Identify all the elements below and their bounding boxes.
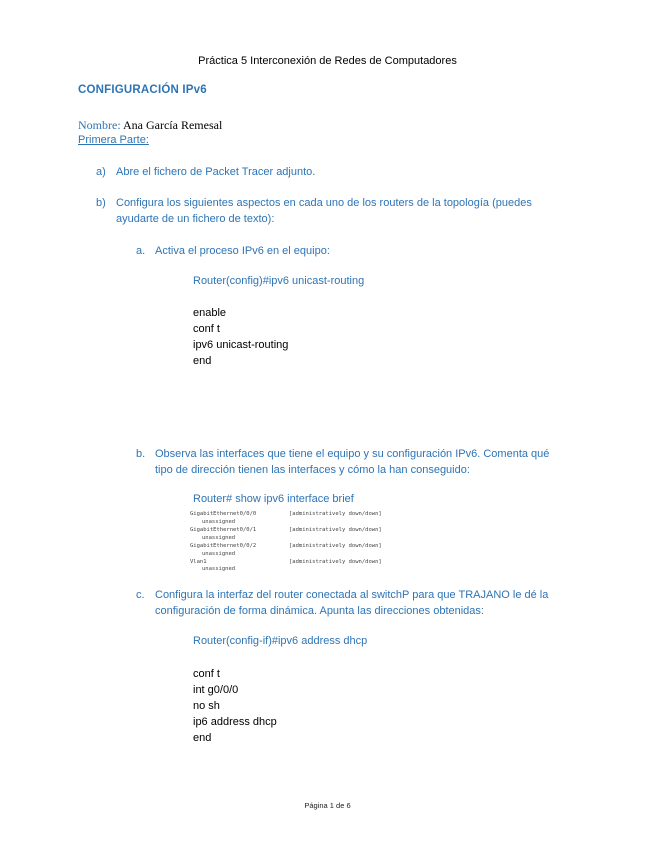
list-item-text-line2: ayudarte de un fichero de texto):: [116, 213, 275, 225]
command-label: Router(config-if)#ipv6 address dhcp: [193, 635, 368, 647]
console-row: [190, 565, 410, 573]
subitem-text-line1: Observa las interfaces que tiene el equipo y su configuración IPv6. Comenta qué: [155, 448, 550, 460]
name-label: Nombre:: [78, 118, 121, 132]
console-interface: GigabitEthernet0/0/1: [190, 527, 257, 533]
subitem-text-line2: configuración de forma dinámica. Apunta las direcciones obtenidas:: [155, 605, 484, 617]
code-line: end: [193, 732, 212, 744]
subitem-text-line2: tipo de dirección tienen las interfaces y cómo la han conseguido:: [155, 464, 470, 476]
console-output: [190, 510, 410, 572]
code-line: enable: [193, 307, 227, 319]
subitem-marker: b.: [136, 448, 146, 460]
code-line: int g0/0/0: [193, 684, 239, 696]
list-item-text-line1: Configura los siguientes aspectos en cada uno de los routers de la topología (puedes: [116, 197, 532, 209]
subitem-text: Activa el proceso IPv6 en el equipo:: [155, 245, 330, 257]
document-header: Práctica 5 Interconexión de Redes de Computadores: [198, 55, 457, 67]
section-title: CONFIGURACIÓN IPv6: [78, 84, 207, 96]
code-line: conf t: [193, 323, 220, 335]
code-block: [193, 666, 277, 746]
subitem-marker: a.: [136, 245, 146, 257]
console-row: [190, 526, 410, 534]
console-interface: Vlan1: [190, 559, 207, 565]
command-label: Router(config)#ipv6 unicast-routing: [193, 275, 365, 287]
code-line: ipv6 unicast-routing: [193, 339, 289, 351]
console-interface: GigabitEthernet0/0/2: [190, 543, 257, 549]
subitem-marker: c.: [136, 589, 145, 601]
code-block: [193, 305, 288, 369]
console-row: [190, 510, 410, 518]
console-status: [administratively down/down]: [289, 527, 382, 533]
student-name: Ana García Remesal: [123, 118, 223, 132]
console-status: [administratively down/down]: [289, 543, 382, 549]
subitem-b: [136, 446, 549, 462]
code-line: ip6 address dhcp: [193, 716, 277, 728]
part-title: Primera Parte:: [78, 134, 149, 146]
console-row: [190, 518, 410, 526]
console-row: [190, 550, 410, 558]
console-address: unassigned: [202, 519, 236, 525]
console-status: [administratively down/down]: [289, 511, 382, 517]
subitem-a: [136, 243, 330, 259]
code-line: no sh: [193, 700, 220, 712]
command-label: Router# show ipv6 interface brief: [193, 493, 354, 505]
subitem-text-line1: Configura la interfaz del router conectada al switchP para que TRAJANO le dé la: [155, 589, 549, 601]
console-row: [190, 534, 410, 542]
list-item-a: [96, 164, 315, 180]
list-marker: a): [96, 166, 106, 178]
subitem-c: [136, 587, 548, 603]
console-interface: GigabitEthernet0/0/0: [190, 511, 257, 517]
console-address: unassigned: [202, 551, 236, 557]
page-number: Página 1 de 6: [304, 801, 351, 810]
list-item-b: [96, 195, 532, 211]
list-marker: b): [96, 197, 106, 209]
code-line: end: [193, 355, 212, 367]
console-status: [administratively down/down]: [289, 559, 382, 565]
console-row: [190, 542, 410, 550]
code-line: conf t: [193, 668, 220, 680]
list-item-text: Abre el fichero de Packet Tracer adjunto.: [116, 166, 316, 178]
console-address: unassigned: [202, 535, 236, 541]
console-address: unassigned: [202, 566, 236, 572]
student-name-line: [78, 118, 222, 133]
